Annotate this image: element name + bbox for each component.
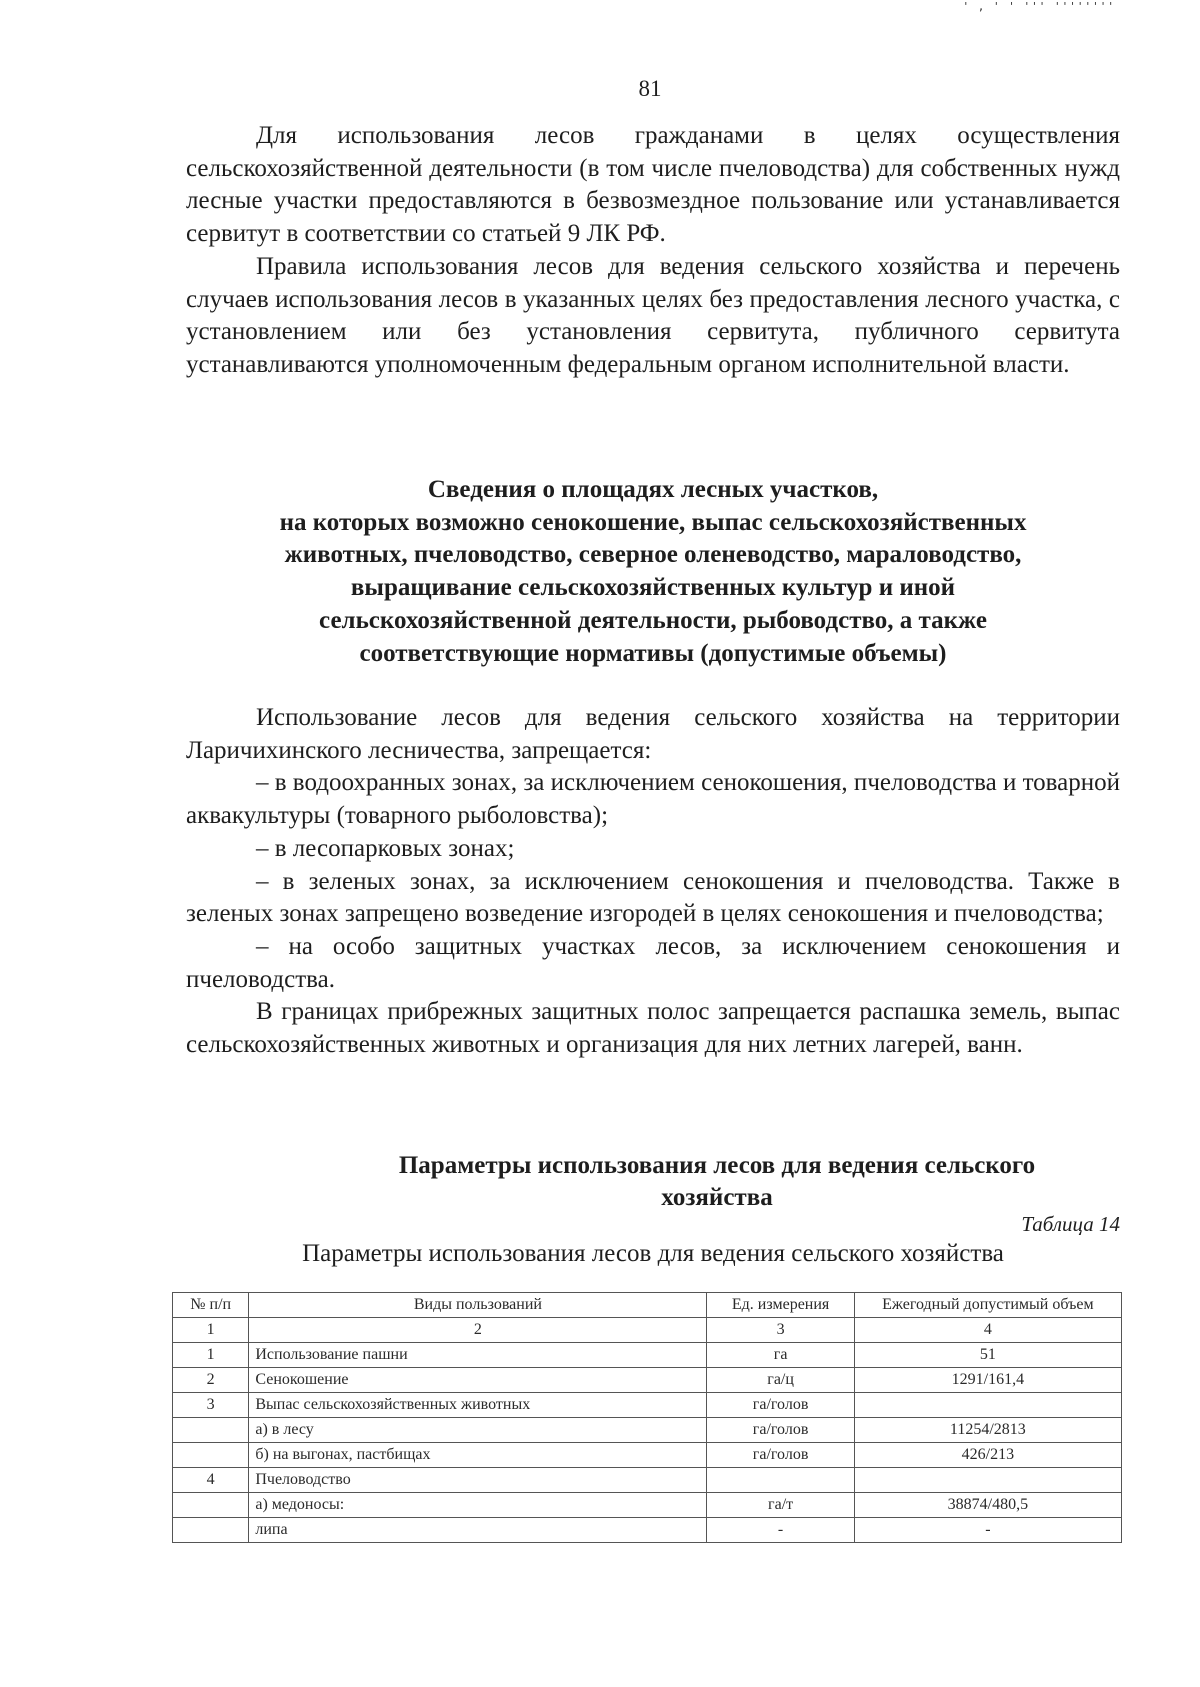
table-cell: липа [249,1518,707,1543]
section-heading [186,474,1120,670]
column-index-row [173,1318,1122,1343]
paragraph: Использование лесов для ведения сельского хозяйства на территории Ларичихинского лесничества, запрещается: [186,704,1120,764]
table-cell: га/т [707,1493,854,1518]
table-cell: 38874/480,5 [854,1493,1121,1518]
restrictions-text [186,702,1120,1062]
table-cell: 3 [173,1393,249,1418]
table-cell: га/голов [707,1443,854,1468]
table-cell: а) медоносы: [249,1493,707,1518]
table-cell [173,1418,249,1443]
scan-artifact: ' , ' ' ''' '''''''' [962,0,1115,13]
table-row [173,1518,1122,1543]
parameters-table [172,1292,1122,1543]
table-cell: б) на выгонах, пастбищах [249,1443,707,1468]
table-cell: га/голов [707,1418,854,1443]
list-item: – в лесопарковых зонах; [256,834,515,862]
paragraph: Правила использования лесов для ведения сельского хозяйства и перечень случаев использования лесов в указанных целях без предоставления лесного участка, с установлением или без установления сервитута, публичного сервитута устанавливаются уполномоченным федеральным органом исполнительной власти. [186,252,1120,378]
paragraph: Для использования лесов гражданами в целях осуществления сельскохозяйственной деятельности (в том числе пчеловодства) для собственных нужд лесные участки предоставляются в безвозмездное пользование или устанавливается сервитут в соответствии со статьей 9 ЛК РФ. [186,122,1120,248]
table-row [173,1393,1122,1418]
heading-line: хозяйства [661,1184,773,1211]
table-cell: 2 [249,1318,707,1343]
table-header-row [173,1293,1122,1318]
table-cell: 1 [173,1318,249,1343]
table-cell: га [707,1343,854,1368]
table-row [173,1343,1122,1368]
table-cell: 4 [173,1468,249,1493]
table-cell: 2 [173,1368,249,1393]
heading-line: выращивание сельскохозяйственных культур и иной [350,574,956,602]
table-cell [173,1518,249,1543]
column-header: Ежегодный допустимый объем [854,1293,1121,1318]
table-row [173,1493,1122,1518]
table-cell: 1 [173,1343,249,1368]
list-item: – на особо защитных участках лесов, за исключением сенокошения и пчеловодства. [186,932,1120,993]
table-cell [707,1468,854,1493]
table-cell: 11254/2813 [854,1418,1121,1443]
heading-line: соответствующие нормативы (допустимые объемы) [359,639,947,667]
table-cell: а) в лесу [249,1418,707,1443]
column-header: Виды пользований [249,1293,707,1318]
table-cell [173,1493,249,1518]
table-cell: 426/213 [854,1443,1121,1468]
heading-line: животных, пчеловодство, северное оленеводство, мараловодство, [284,541,1022,569]
table-cell: 4 [854,1318,1121,1343]
table-row [173,1368,1122,1393]
table-number-label: Таблица 14 [1021,1212,1120,1236]
table-cell [854,1393,1121,1418]
heading-line: сельскохозяйственной деятельности, рыбоводство, а также [319,606,987,634]
table-cell: Пчеловодство [249,1468,707,1493]
intro-text [186,120,1120,382]
table-row [173,1418,1122,1443]
heading-line: Сведения о площадях лесных участков, [427,476,879,503]
table-cell: - [854,1518,1121,1543]
table-cell: 51 [854,1343,1121,1368]
table-cell: га/голов [707,1393,854,1418]
page-number: 81 [638,76,662,101]
list-item: – в зеленых зонах, за исключением сенокошения и пчеловодства. Также в зеленых зонах запрещено возведение изгородей в целях сенокошения и пчеловодства; [186,867,1120,928]
table-cell: га/ц [707,1368,854,1393]
table-row [173,1443,1122,1468]
heading-line: на которых возможно сенокошение, выпас сельскохозяйственных [279,508,1027,536]
table-cell: Сенокошение [249,1368,707,1393]
table-section-heading [250,1150,1184,1214]
list-item: – в водоохранных зонах, за исключением сенокошения, пчеловодства и товарной аквакультуры (товарного рыболовства); [186,769,1120,830]
table-cell [173,1443,249,1468]
heading-line: Параметры использования лесов для ведения сельского [398,1152,1036,1179]
table-cell: Использование пашни [249,1343,707,1368]
table-caption: Параметры использования лесов для ведения сельского хозяйства [302,1240,1004,1267]
column-header: № п/п [173,1293,249,1318]
paragraph: В границах прибрежных защитных полос запрещается распашка земель, выпас сельскохозяйственных животных и организация для них летних лагерей, ванн. [186,998,1120,1059]
table-cell: 1291/161,4 [854,1368,1121,1393]
table-cell: - [707,1518,854,1543]
table-cell: 3 [707,1318,854,1343]
table-row [173,1468,1122,1493]
table-cell: Выпас сельскохозяйственных животных [249,1393,707,1418]
table-cell [854,1468,1121,1493]
column-header: Ед. измерения [707,1293,854,1318]
